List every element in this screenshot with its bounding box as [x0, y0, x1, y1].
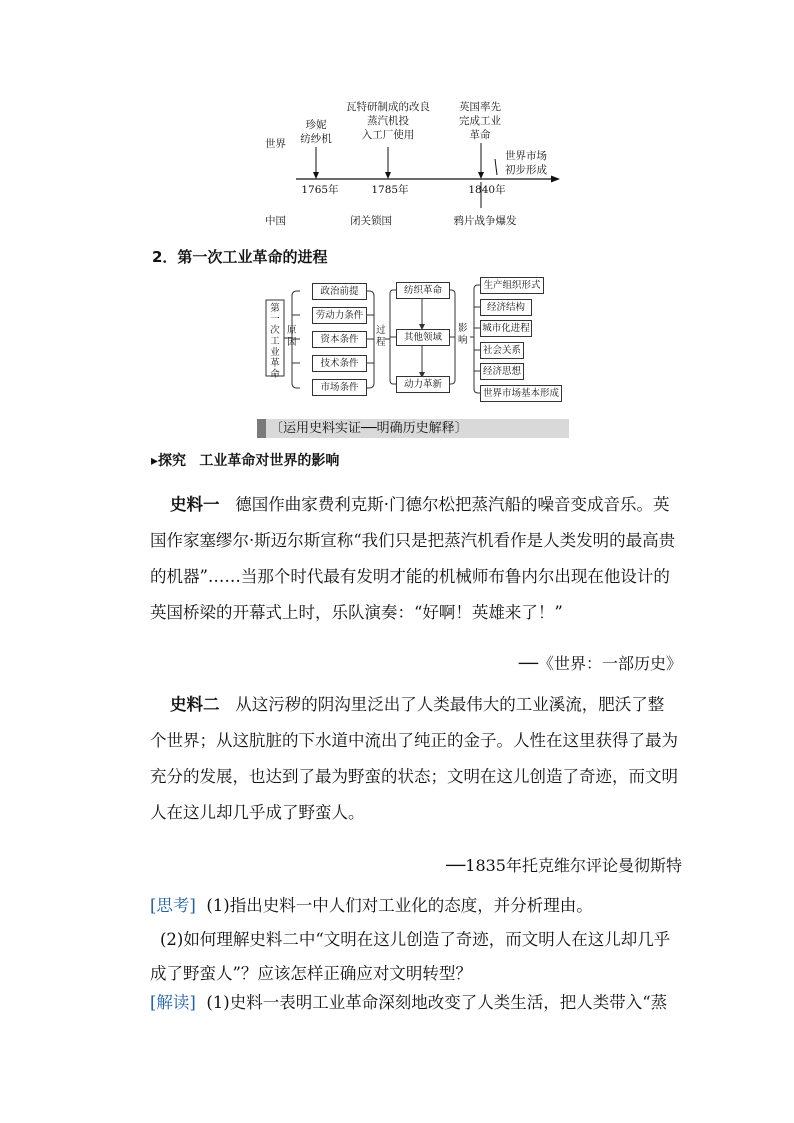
timeline-row-china: 中国 — [265, 215, 286, 227]
flowchart-connectors — [0, 0, 794, 410]
cause-capital: 资本条件 — [312, 331, 367, 348]
flowchart-impact-label: 影响 — [458, 323, 468, 346]
source2-text: 从这污秽的阴沟里泛出了人类最伟大的工业溪流，肥沃了整个世界；从这肮脏的下水道中流出了纯正的金子。人性在这里获得了最为充分的发展，也达到了最为野蛮的状态；文明在这儿创造了奇迹，而文明人在这儿却几乎成了野蛮人。 — [150, 695, 678, 822]
source2-paragraph — [150, 687, 680, 831]
timeline-event-closed-door: 闭关锁国 — [350, 215, 392, 227]
answer-tag: [解读] — [150, 993, 196, 1012]
flowchart-root: 第一次工业革命 — [270, 303, 280, 380]
timeline-event-watt: 瓦特研制成的改良 蒸汽机投 入工厂使用 — [346, 101, 430, 141]
explore-heading — [151, 450, 339, 470]
flowchart-cause-label: 原因 — [287, 325, 297, 348]
think-q2: (2)如何理解史料二中“文明在这儿创造了奇迹，而文明人在这儿却几乎成了野蛮人”？应该怎样正确应对文明转型？ — [150, 930, 671, 983]
think-block — [150, 889, 680, 991]
answer-block — [150, 986, 690, 1020]
section-banner — [257, 419, 569, 438]
cause-labor: 劳动力条件 — [312, 307, 367, 324]
impact-economic-thought: 经济思想 — [480, 363, 524, 380]
think-q1: (1)指出史料一中人们对工业化的态度，并分析理由。 — [206, 896, 593, 915]
answer-text: (1)史料一表明工业革命深刻地改变了人类生活，把人类带入“蒸 — [206, 993, 668, 1012]
impact-world-market: 世界市场基本形成 — [480, 385, 562, 402]
source1-text: 德国作曲家费利克斯·门德尔松把蒸汽船的噪音变成音乐。英国作家塞缪尔·斯迈尔斯宣称“我们只是把蒸汽机看作是人类发明的最高贵的机器”……当那个时代最有发明才能的机械师布鲁内尔出现在他设计的英国桥梁的开幕式上时，乐队演奏：“好啊！英雄来了！” — [150, 495, 676, 622]
source1-citation: ──《世界：一部历史》 — [518, 654, 682, 673]
timeline-event-world-market: 世界市场 初步形成 — [505, 150, 547, 176]
impact-economic-structure: 经济结构 — [480, 299, 532, 316]
timeline-event-jenny: 珍妮 纺纱机 — [300, 119, 332, 145]
impact-urbanization: 城市化进程 — [480, 320, 532, 337]
impact-production: 生产组织形式 — [480, 277, 544, 294]
banner-text: 〔运用史料实证──明确历史解释〕 — [270, 421, 468, 436]
source1-label: 史料一 — [170, 495, 220, 514]
section-title: 2．第一次工业革命的进程 — [152, 248, 328, 266]
process-power: 动力革新 — [396, 376, 450, 393]
process-textile: 纺织革命 — [396, 282, 450, 299]
timeline-event-opium-war: 鸦片战争爆发 — [453, 215, 517, 227]
banner-marker — [257, 419, 266, 438]
source2-label: 史料二 — [170, 695, 220, 714]
cause-technology: 技术条件 — [312, 355, 367, 372]
cause-political: 政治前提 — [312, 283, 367, 300]
flowchart-process-label: 过程 — [376, 325, 386, 348]
banner-text-label: 运用史料实证──明确历史解释 — [283, 421, 455, 436]
timeline-row-world: 世界 — [265, 138, 286, 150]
think-q1-line — [150, 889, 680, 923]
think-tag: [思考] — [150, 896, 196, 915]
timeline-event-britain: 英国率先 完成工业 革命 — [459, 101, 501, 141]
timeline-year-1785: 1785年 — [371, 184, 409, 196]
source1-paragraph — [150, 487, 680, 631]
timeline-year-1765: 1765年 — [301, 184, 339, 196]
explore-marker: ▸探究 — [151, 453, 187, 469]
source2-citation: ──1835年托克维尔评论曼彻斯特 — [446, 856, 682, 875]
timeline-year-1840: 1840年 — [468, 184, 506, 196]
explore-title: 工业革命对世界的影响 — [199, 453, 340, 469]
cause-market: 市场条件 — [312, 379, 367, 396]
process-other: 其他领域 — [396, 329, 450, 346]
impact-social-relations: 社会关系 — [480, 342, 524, 359]
